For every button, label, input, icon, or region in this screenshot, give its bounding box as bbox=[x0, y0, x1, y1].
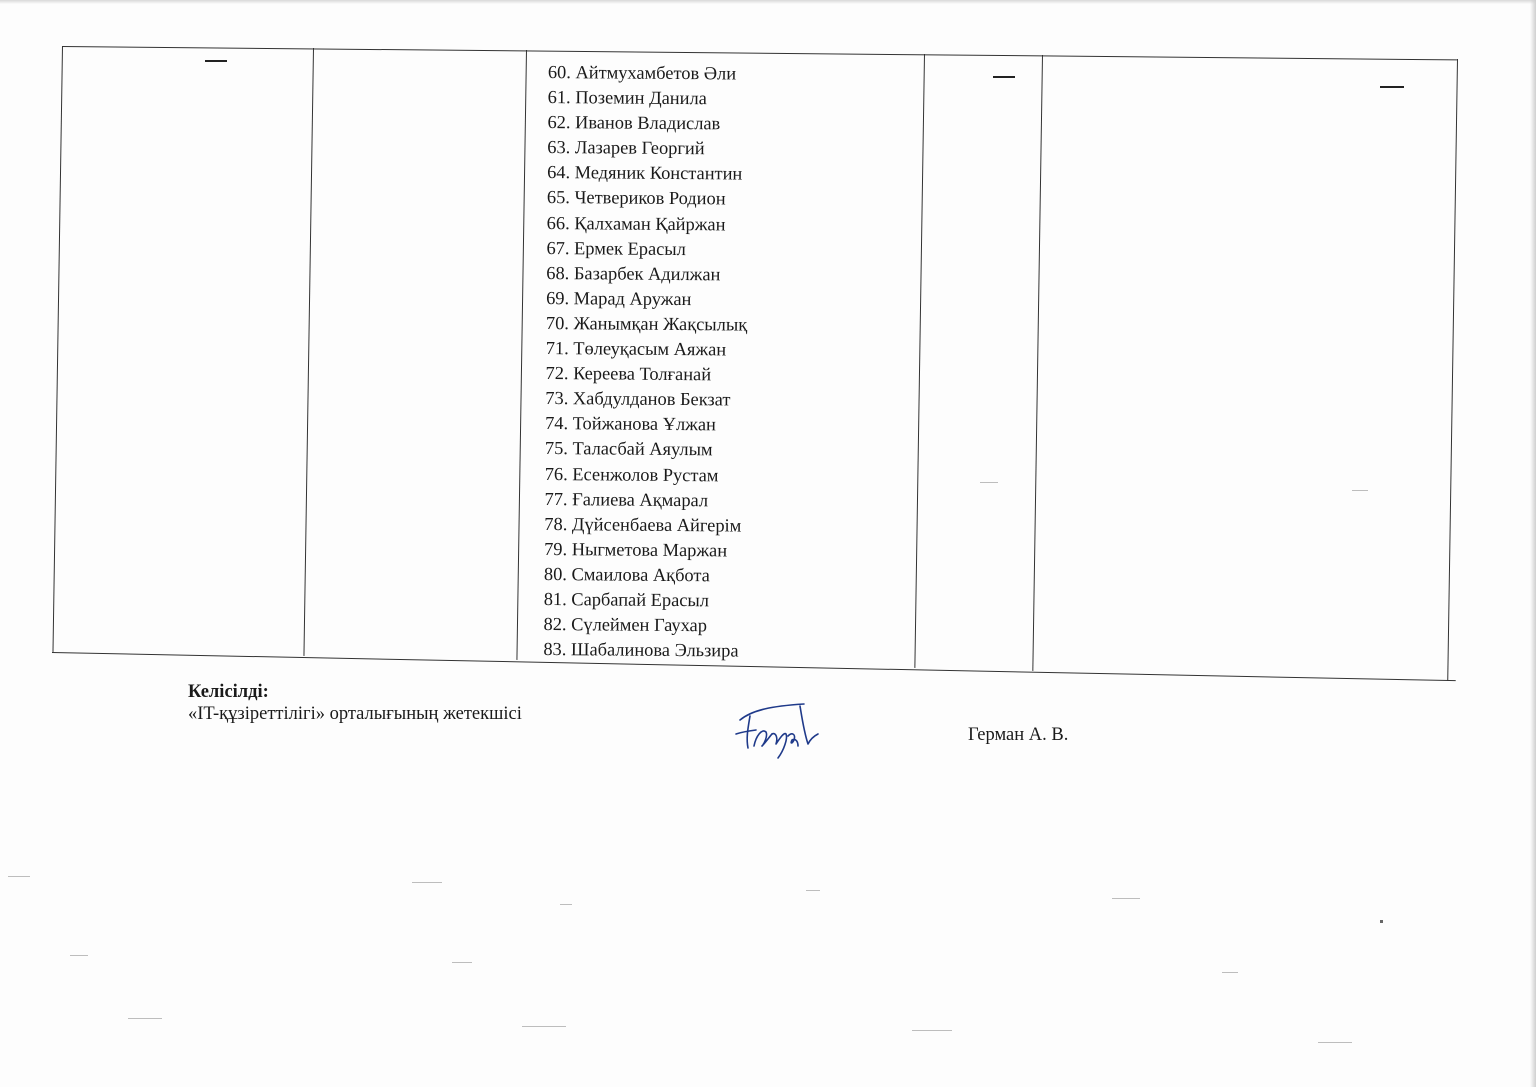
list-item: 72. Кереева Толғанай bbox=[545, 363, 712, 385]
table-bottom-border bbox=[52, 652, 1456, 681]
empty-cell-dash bbox=[205, 60, 227, 62]
list-item: 60. Айтмухамбетов Әли bbox=[547, 61, 737, 84]
list-item: 67. Ермек Ерасыл bbox=[546, 237, 686, 259]
list-item: 78. Дүйсенбаева Айгерім bbox=[544, 513, 742, 536]
list-item: 64. Медяник Константин bbox=[547, 162, 743, 184]
list-item: 69. Марад Аружан bbox=[546, 287, 692, 309]
list-item: 83. Шабалинова Эльзира bbox=[543, 639, 739, 661]
list-item: 66. Қалхаман Қайржан bbox=[546, 212, 726, 234]
table-column-divider-2 bbox=[516, 50, 527, 660]
students-name-list bbox=[543, 60, 749, 664]
list-item: 76. Есенжолов Рустам bbox=[544, 463, 719, 485]
approval-block bbox=[188, 680, 269, 704]
approver-role: «IT-құзіреттілігі» орталығының жетекшісі bbox=[188, 704, 522, 724]
list-item: 82. Сүлеймен Гаухар bbox=[543, 614, 708, 636]
list-item: 62. Иванов Владислав bbox=[547, 112, 721, 134]
table-column-divider-1 bbox=[303, 48, 314, 656]
table-right-border bbox=[1447, 59, 1458, 681]
table-left-border bbox=[52, 46, 63, 652]
list-item: 65. Четвериков Родион bbox=[546, 187, 726, 209]
list-item: 68. Базарбек Адилжан bbox=[546, 262, 721, 285]
empty-cell-dash bbox=[993, 76, 1015, 78]
scan-edge-right bbox=[1530, 0, 1536, 1087]
list-item: 81. Сарбапай Ерасыл bbox=[543, 588, 710, 611]
list-item: 63. Лазарев Георгий bbox=[547, 137, 705, 159]
list-item: 61. Поземин Данила bbox=[547, 87, 707, 109]
table-top-border bbox=[62, 46, 1457, 60]
empty-cell-dash bbox=[1380, 86, 1404, 88]
list-item: 79. Ныгметова Маржан bbox=[544, 538, 728, 561]
table-column-divider-3 bbox=[914, 54, 925, 668]
list-item: 75. Таласбай Аяулым bbox=[544, 438, 713, 460]
scan-edge-top bbox=[0, 0, 1536, 4]
list-item: 73. Хабдулданов Бекзат bbox=[545, 388, 731, 410]
signature-icon bbox=[732, 698, 822, 760]
list-item: 74. Тойжанова Ұлжан bbox=[545, 413, 716, 435]
list-item: 71. Төлеуқасым Аяжан bbox=[545, 338, 727, 360]
approval-heading: Келісілді: bbox=[188, 682, 269, 702]
table-column-divider-4 bbox=[1032, 55, 1043, 671]
list-item: 77. Ғалиева Ақмарал bbox=[544, 488, 709, 510]
list-item: 80. Смаилова Ақбота bbox=[543, 563, 710, 586]
list-item: 70. Жанымқан Жақсылық bbox=[545, 312, 748, 335]
approver-name: Герман А. В. bbox=[968, 725, 1069, 745]
